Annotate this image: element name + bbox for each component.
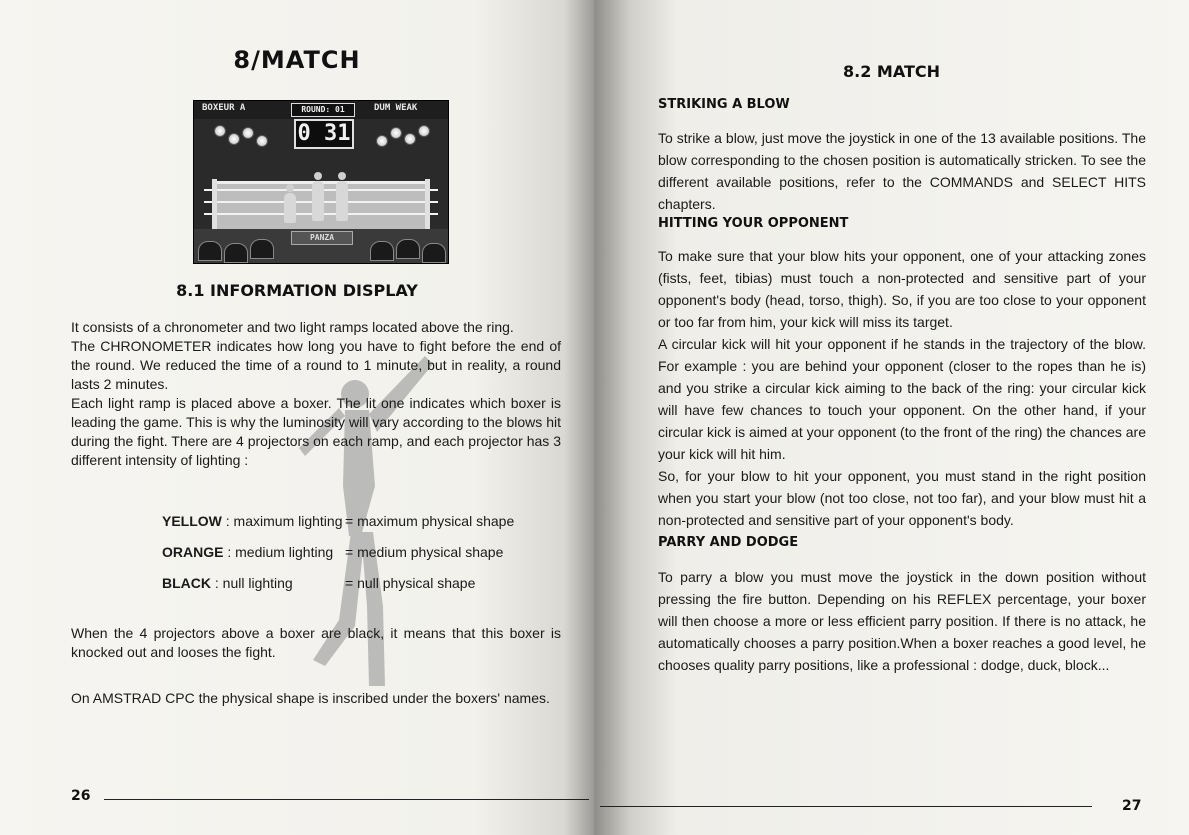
light-intensity-legend [162,513,542,606]
heading-hitting-your-opponent: HITTING YOUR OPPONENT [658,216,849,231]
legend-color: ORANGE [162,544,224,560]
legend-row [162,575,542,606]
heading-parry-and-dodge: PARRY AND DODGE [658,535,799,550]
information-display-text [71,318,561,470]
legend-shape: = null physical shape [345,575,476,591]
paragraph: Each light ramp is placed above a boxer. The lit one indicates which boxer is leading the game. This is why the luminosity will vary according to the blows hit during the fight. There are 4 projectors on each ramp, and each projector has 3 different intensity of lighting : [71,395,561,468]
audience-member [250,239,274,259]
section-title-information-display: 8.1 INFORMATION DISPLAY [176,281,418,300]
legend-row [162,513,542,544]
striking-a-blow-text [658,127,1146,215]
footer-rule [104,799,589,800]
parry-and-dodge-text [658,566,1146,676]
paragraph: So, for your blow to hit your opponent, you must stand in the right position when you start your blow (not too close, not too far), and your blow must hit a non-protected and sensitive part of your opponent's body. [658,468,1146,528]
legend-shape: = medium physical shape [345,544,504,560]
audience-member [224,243,248,263]
footer-rule [600,806,1092,807]
left-page [0,0,594,835]
legend-lighting: : medium lighting [223,544,334,560]
legend-color-cell [162,544,333,560]
legend-color-cell [162,513,342,529]
legend-row [162,544,542,575]
amstrad-note: On AMSTRAD CPC the physical shape is inscribed under the boxers' names. [71,690,550,706]
boxer-left-name: BOXEUR A [202,103,246,113]
audience-member [198,241,222,261]
chronometer-display: 0 31 [294,119,354,149]
legend-color: BLACK [162,575,211,591]
legend-shape: = maximum physical shape [345,513,515,529]
paragraph: To parry a blow you must move the joystick in the down position without pressing the fire button. Depending on his REFLEX percentage, your boxer will then choose a more or less efficient parry position. If there is no attack, he automatically chooses a parry position.When a boxer reaches a good level, he chooses quality parry positions, like a professional : dodge, duck, block... [658,569,1146,673]
projector-light [242,127,254,139]
boxer-right-name: DUM WEAK [374,103,418,113]
paragraph: To strike a blow, just move the joystick in one of the 13 available positions. The blow corresponding to the chosen position is automatically stricken. To see the different available positions, refer to the COMMANDS and SELECT HITS chapters. [658,130,1146,212]
projector-light [256,135,268,147]
audience-member [396,239,420,259]
right-page [594,0,1189,835]
ring-post [425,179,430,229]
page-number-left: 26 [71,788,91,804]
boxer-sprite [336,181,348,221]
section-title-match: 8.2 MATCH [842,62,941,81]
projector-light [214,125,226,137]
legend-lighting: : null lighting [211,575,293,591]
paragraph: To make sure that your blow hits your opponent, one of your attacking zones (fists, feet, tibias) must touch a non-protected and sensitive part of your opponent's body (head, torso, thigh). So, if you are too close to your opponent or too far from him, your kick will miss its target. [658,248,1146,330]
projector-light [228,133,240,145]
audience-member [370,241,394,261]
legend-lighting: : maximum lighting [221,513,343,529]
audience-member [422,243,446,263]
knockout-text: When the 4 projectors above a boxer are black, it means that this boxer is knocked out and looses the fight. [71,625,561,660]
paragraph: A circular kick will hit your opponent if he stands in the trajectory of the blow. For example : you are behind your opponent (closer to the ropes than he is) and you strike a circular kick aiming to the back of the ring: your circular kick will have few chances to touch your opponent. On the other hand, if your circular kick is aimed at your opponent (to the front of the ring) the chances are your kick will hit him. [658,336,1146,462]
paragraph: The CHRONOMETER indicates how long you have to fight before the end of the round. We reduced the time of a round to 1 minute, but in reality, a round lasts 2 minutes. [71,338,561,392]
ring-post [212,179,217,229]
round-indicator: ROUND: 01 [291,103,355,117]
chapter-title: 8/MATCH [233,46,361,74]
projector-light [376,135,388,147]
page-number-right: 27 [1122,798,1142,814]
paragraph: It consists of a chronometer and two light ramps located above the ring. [71,319,514,335]
legend-color-cell [162,575,293,591]
hitting-your-opponent-text [658,245,1146,531]
game-screenshot [193,100,449,264]
referee-sprite [284,193,296,223]
boxer-sprite [312,181,324,221]
legend-color: YELLOW [162,513,222,529]
projector-light [404,133,416,145]
projector-light [390,127,402,139]
ring-banner: PANZA [291,231,353,245]
heading-striking-a-blow: STRIKING A BLOW [658,97,790,112]
projector-light [418,125,430,137]
